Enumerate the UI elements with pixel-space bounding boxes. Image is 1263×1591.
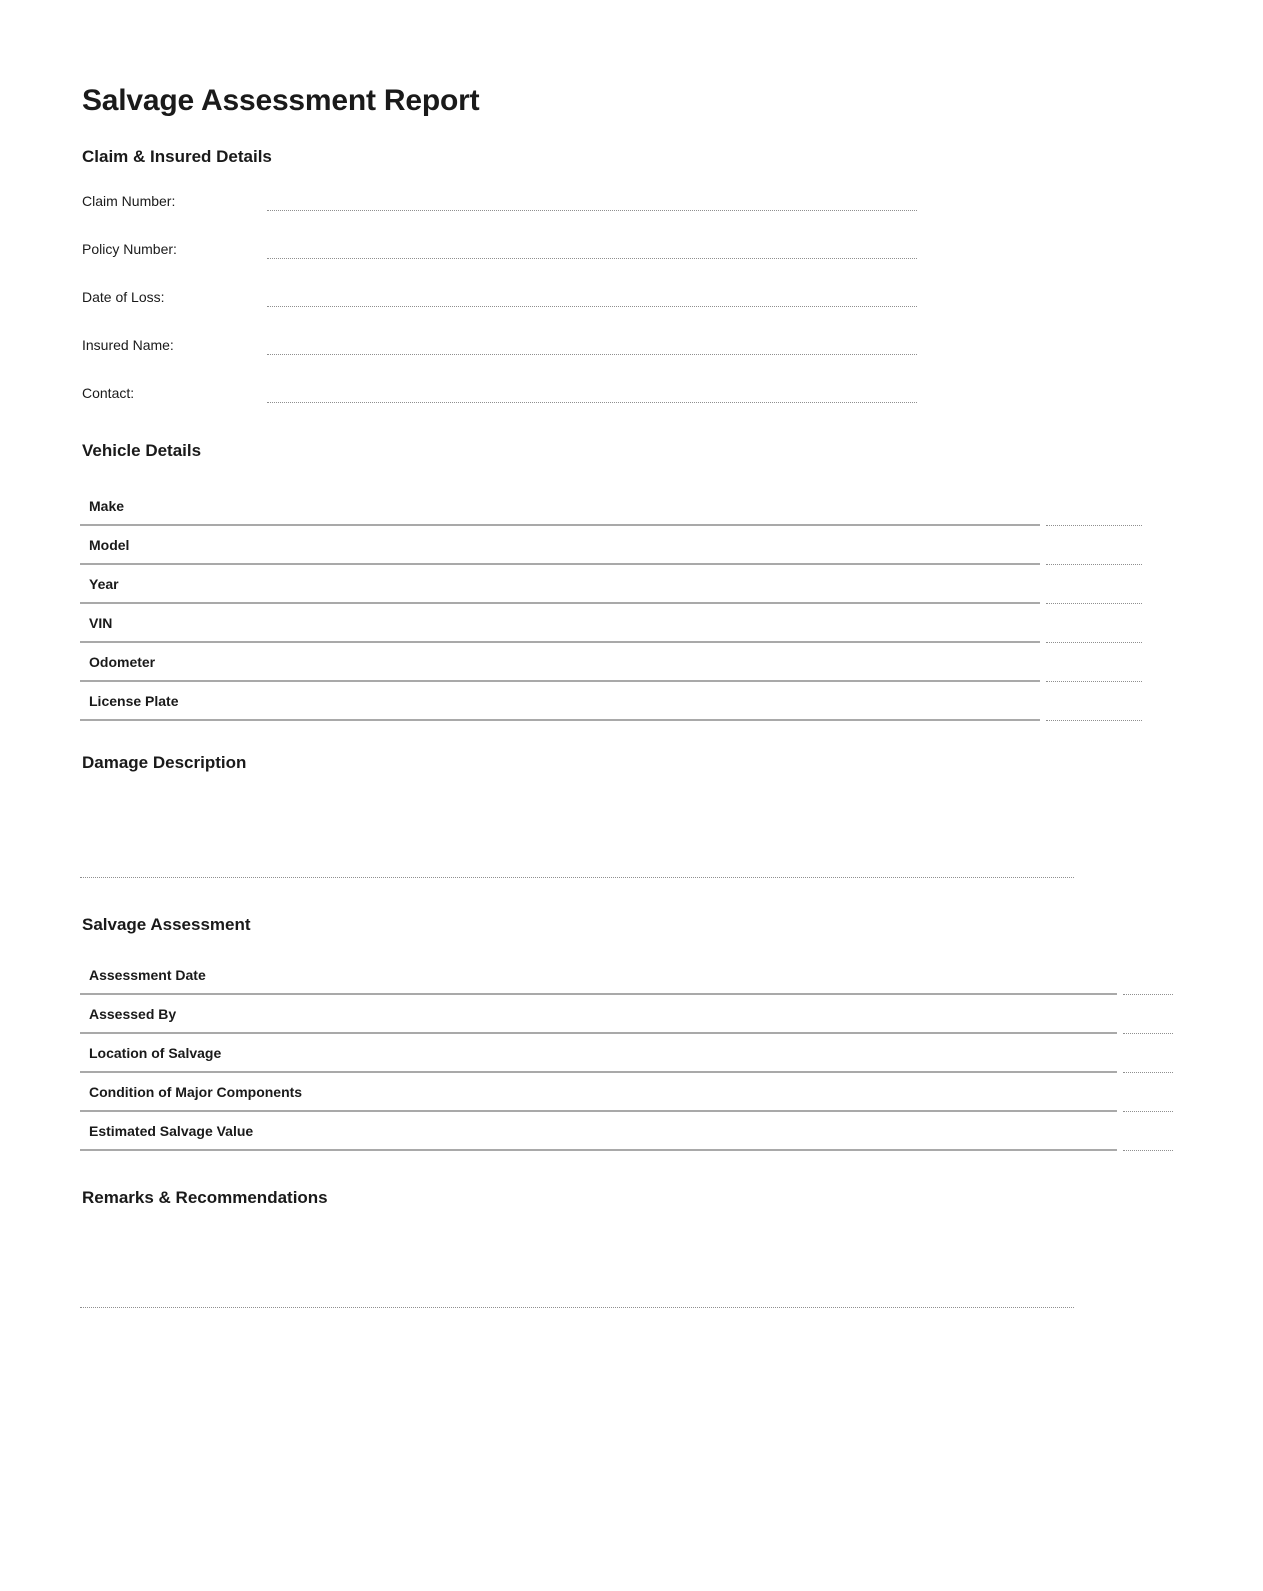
section-heading-damage-description: Damage Description [82, 753, 247, 772]
insured-name-blank[interactable] [267, 337, 917, 355]
section-heading-remarks-recommendations: Remarks & Recommendations [82, 1188, 328, 1208]
contact-blank[interactable] [267, 385, 917, 403]
date-of-loss-blank[interactable] [267, 289, 917, 307]
section-heading-salvage-assessment: Salvage Assessment [82, 915, 251, 935]
insured-name-label: Insured Name: [82, 337, 174, 353]
assessed-by-label: Assessed By [80, 995, 1117, 1034]
table-row-license-plate [80, 682, 1263, 721]
vehicle-details-table [80, 487, 1263, 721]
policy-number-blank[interactable] [267, 241, 917, 259]
claim-fields-group [82, 191, 1263, 403]
document-title: Salvage Assessment Report [82, 84, 480, 117]
claim-number-blank[interactable] [267, 193, 917, 211]
assessment-date-value-blank[interactable] [1123, 964, 1173, 995]
section-heading-claim-insured-details: Claim & Insured Details [82, 147, 272, 166]
make-label: Make [80, 487, 1040, 526]
make-value-blank[interactable] [1046, 495, 1142, 526]
section-heading-vehicle-details: Vehicle Details [82, 441, 202, 460]
table-row-year [80, 565, 1263, 604]
table-row-condition-of-major-components [80, 1073, 1263, 1112]
remarks-area[interactable] [80, 1223, 1074, 1308]
table-row-make [80, 487, 1263, 526]
estimated-salvage-value-label: Estimated Salvage Value [80, 1112, 1117, 1151]
assessment-date-label: Assessment Date [80, 956, 1117, 995]
field-row-claim-number [82, 191, 1263, 211]
condition-of-major-components-value-blank[interactable] [1123, 1081, 1173, 1112]
field-row-policy-number [82, 239, 1263, 259]
odometer-label: Odometer [80, 643, 1040, 682]
field-row-contact [82, 383, 1263, 403]
table-row-estimated-salvage-value [80, 1112, 1263, 1151]
condition-of-major-components-label: Condition of Major Components [80, 1073, 1117, 1112]
claim-number-label: Claim Number: [82, 193, 176, 209]
vin-label: VIN [80, 604, 1040, 643]
table-row-assessed-by [80, 995, 1263, 1034]
field-row-date-of-loss [82, 287, 1263, 307]
table-row-location-of-salvage [80, 1034, 1263, 1073]
salvage-assessment-table [80, 956, 1263, 1151]
license-plate-label: License Plate [80, 682, 1040, 721]
policy-number-label: Policy Number: [82, 241, 177, 257]
year-label: Year [80, 565, 1040, 604]
contact-label: Contact: [82, 385, 135, 401]
model-label: Model [80, 526, 1040, 565]
year-value-blank[interactable] [1046, 573, 1142, 604]
location-of-salvage-value-blank[interactable] [1123, 1042, 1173, 1073]
estimated-salvage-value-value-blank[interactable] [1123, 1120, 1173, 1151]
field-row-insured-name [82, 335, 1263, 355]
vin-value-blank[interactable] [1046, 612, 1142, 643]
model-value-blank[interactable] [1046, 534, 1142, 565]
location-of-salvage-label: Location of Salvage [80, 1034, 1117, 1073]
damage-description-area[interactable] [80, 788, 1074, 878]
date-of-loss-label: Date of Loss: [82, 289, 165, 305]
license-plate-value-blank[interactable] [1046, 690, 1142, 721]
table-row-vin [80, 604, 1263, 643]
table-row-odometer [80, 643, 1263, 682]
table-row-model [80, 526, 1263, 565]
table-row-assessment-date [80, 956, 1263, 995]
assessed-by-value-blank[interactable] [1123, 1003, 1173, 1034]
odometer-value-blank[interactable] [1046, 651, 1142, 682]
